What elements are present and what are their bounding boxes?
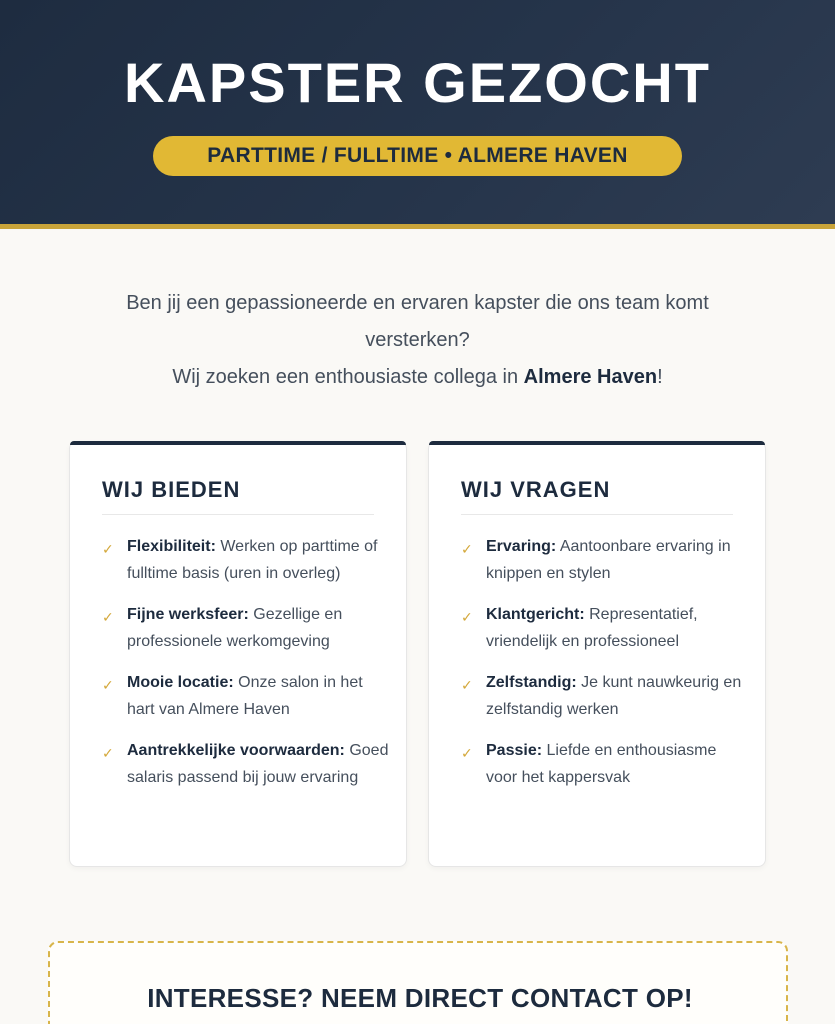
list-item-text xyxy=(127,601,392,655)
intro-line-2 xyxy=(80,359,755,396)
intro-line-2-prefix: Wij zoeken een enthousiaste collega in xyxy=(172,366,524,388)
hero-banner xyxy=(0,0,835,229)
list-item-description: Aantoonbare ervaring in knippen en stylen xyxy=(486,538,731,582)
contact-box xyxy=(48,941,788,1024)
page-title: KAPSTER GEZOCHT xyxy=(124,51,711,114)
intro-line-1: Ben jij een gepassioneerde en ervaren kapster die ons team komt versterken? xyxy=(126,292,709,351)
job-type-badge: PARTTIME / FULLTIME • ALMERE HAVEN xyxy=(153,136,682,176)
list-item-label: Passie: xyxy=(486,742,543,759)
check-icon: ✓ xyxy=(102,745,114,761)
list-item-text xyxy=(127,533,392,587)
check-icon: ✓ xyxy=(461,677,473,693)
check-icon: ✓ xyxy=(461,609,473,625)
list-item-text xyxy=(486,669,751,723)
list-item-description: Onze salon in het hart van Almere Haven xyxy=(127,674,363,718)
list-item-description: Goed salaris passend bij jouw ervaring xyxy=(127,742,389,786)
check-icon: ✓ xyxy=(102,677,114,693)
intro-line-2-suffix: ! xyxy=(657,366,663,388)
list-item-text xyxy=(127,737,392,791)
list-item-label: Aantrekkelijke voorwaarden: xyxy=(127,742,345,759)
card-divider xyxy=(461,514,733,515)
list-item-label: Zelfstandig: xyxy=(486,674,577,691)
requirements-card xyxy=(428,441,766,867)
intro-text xyxy=(80,285,755,396)
list-item-description: Werken op parttime of fulltime basis (uren in overleg) xyxy=(127,538,378,582)
offer-card xyxy=(69,441,407,867)
card-divider xyxy=(102,514,374,515)
offer-title: WIJ BIEDEN xyxy=(102,477,241,502)
list-item-label: Fijne werksfeer: xyxy=(127,606,249,623)
intro-location: Almere Haven xyxy=(523,366,658,388)
list-item-label: Klantgericht: xyxy=(486,606,585,623)
list-item-text xyxy=(486,533,751,587)
check-icon: ✓ xyxy=(461,745,473,761)
check-icon: ✓ xyxy=(461,541,473,557)
list-item-description: Representatief, vriendelijk en professioneel xyxy=(486,606,698,650)
contact-title: INTERESSE? NEEM DIRECT CONTACT OP! xyxy=(147,983,693,1013)
list-item-text xyxy=(486,601,751,655)
list-item-description: Liefde en enthousiasme voor het kappersvak xyxy=(486,742,717,786)
list-item-text xyxy=(127,669,392,723)
list-item-label: Flexibiliteit: xyxy=(127,538,216,555)
list-item-text xyxy=(486,737,751,791)
list-item-description: Je kunt nauwkeurig en zelfstandig werken xyxy=(486,674,742,718)
requirements-title: WIJ VRAGEN xyxy=(461,477,611,502)
list-item-label: Ervaring: xyxy=(486,538,557,555)
list-item-description: Gezellige en professionele werkomgeving xyxy=(127,606,343,650)
check-icon: ✓ xyxy=(102,609,114,625)
check-icon: ✓ xyxy=(102,541,114,557)
list-item-label: Mooie locatie: xyxy=(127,674,234,691)
